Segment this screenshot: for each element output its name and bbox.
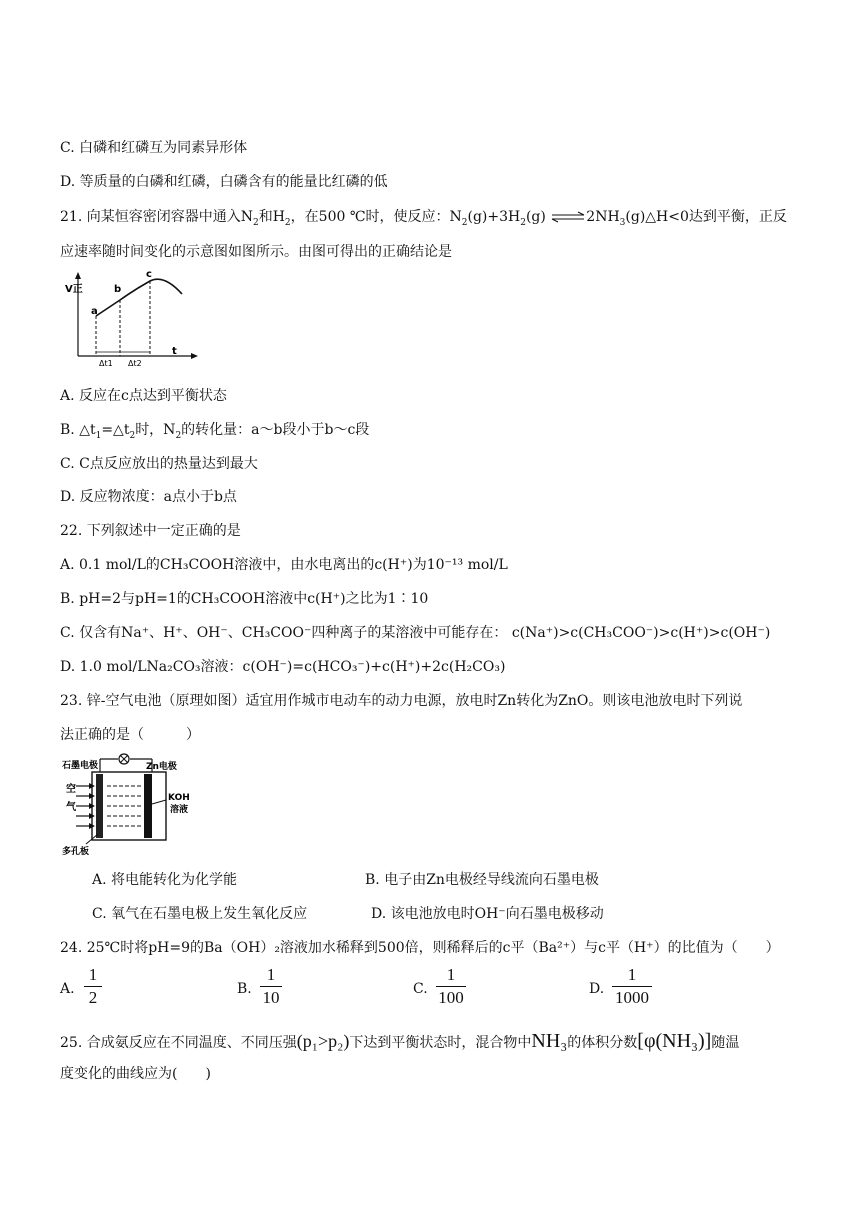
q23-stem-line2: 法正确的是（ ）	[60, 727, 200, 743]
q22-option-d: D. 1.0 mol/LNa₂CO₃溶液：c(OH⁻)=c(HCO₃⁻)+c(H⁺)+2c(H₂CO₃)	[60, 659, 506, 675]
q23-option-a: A. 将电能转化为化学能	[92, 872, 238, 888]
q24-option-a-fraction: 1 2	[84, 966, 102, 1007]
q24-option-b-label: B.	[237, 981, 252, 997]
q24-option-c-label: C.	[413, 981, 428, 997]
koh-label: KOH	[168, 793, 190, 803]
point-b-label: b	[114, 284, 122, 295]
q22-option-a: A. 0.1 mol/L的CH₃COOH溶液中，由水电离出的c(H⁺)为10⁻¹³ mol/L	[60, 557, 508, 573]
q21-rate-graph	[62, 268, 202, 368]
q21-option-c: C. C点反应放出的热量达到最大	[60, 456, 258, 472]
equilibrium-arrow-icon	[550, 211, 586, 223]
q23-option-b: B. 电子由Zn电极经导线流向石墨电极	[365, 872, 599, 888]
porous-plate-label: 多孔板	[62, 847, 90, 857]
graphite-label: 石墨电极	[62, 761, 99, 771]
point-a-label: a	[91, 306, 98, 317]
q21-option-a: A. 反应在c点达到平衡状态	[60, 388, 227, 404]
q23-option-c: C. 氧气在石墨电极上发生氧化反应	[92, 906, 308, 922]
dt2-label: Δt2	[128, 359, 142, 368]
dt1-label: Δt1	[99, 359, 113, 368]
q22-stem: 22. 下列叙述中一定正确的是	[60, 523, 241, 539]
q23-option-d: D. 该电池放电时OH⁻向石墨电极移动	[371, 906, 604, 922]
q24-option-d-label: D.	[589, 981, 605, 997]
q24-option-d-fraction: 1 1000	[612, 966, 652, 1007]
q25-stem-line1: 25. 合成氨反应在不同温度、不同压强(p₁>p₂)下达到平衡状态时，混合物中NH₃的体积分数[φ(NH₃)]随温	[60, 1030, 740, 1052]
q24-option-a-label: A.	[60, 981, 75, 997]
q21-option-d: D. 反应物浓度：a点小于b点	[60, 489, 237, 505]
q21-option-b: B. $\triangle t_1=\triangle t_2$时，$N_2$的转化量：a～b段小于b～c段	[60, 422, 370, 441]
air-label-2: 气	[66, 802, 76, 813]
q24-stem: 24. 25℃时将pH=9的Ba（OH）₂溶液加水稀释到500倍，则稀释后的c平（Ba²⁺）与c平（H⁺）的比值为（ ）	[60, 940, 780, 956]
zn-label: Zn电极	[146, 762, 177, 772]
solution-label: 溶液	[170, 805, 189, 815]
q21-stem-line1: 21. 向某恒容密闭容器中通入$N_2$和$H_2$，在500 ℃时，使反应：$N_2(g)+3H_2(g)$ $2NH_3(g)\triangle H<0$达到平衡，正反	[60, 209, 787, 228]
graph-xlabel: t	[172, 346, 177, 357]
graph-ylabel: V正	[65, 284, 83, 295]
q22-option-c: C. 仅含有Na⁺、H⁺、OH⁻、CH₃COO⁻四种离子的某溶液中可能存在： c(Na⁺)>c(CH₃COO⁻)>c(H⁺)>c(OH⁻)	[60, 625, 771, 641]
q24-option-c-fraction: 1 100	[436, 966, 466, 1007]
option-c-prev: C. 白磷和红磷互为同素异形体	[60, 140, 248, 156]
option-d-prev: D. 等质量的白磷和红磷，白磷含有的能量比红磷的低	[60, 174, 388, 190]
air-label-1: 空	[66, 784, 76, 795]
q23-battery-diagram	[62, 752, 222, 860]
point-c-label: c	[146, 269, 152, 280]
q21-stem-line2: 应速率随时间变化的示意图如图所示。由图可得出的正确结论是	[60, 244, 452, 260]
q22-option-b: B. pH=2与pH=1的CH₃COOH溶液中c(H⁺)之比为1∶10	[60, 591, 429, 607]
q23-stem-line1: 23. 锌-空气电池（原理如图）适宜用作城市电动车的动力电源，放电时Zn转化为ZnO。则该电池放电时下列说	[60, 693, 743, 709]
q24-option-b-fraction: 1 10	[260, 966, 282, 1007]
q25-stem-line2: 度变化的曲线应为( )	[60, 1066, 211, 1082]
